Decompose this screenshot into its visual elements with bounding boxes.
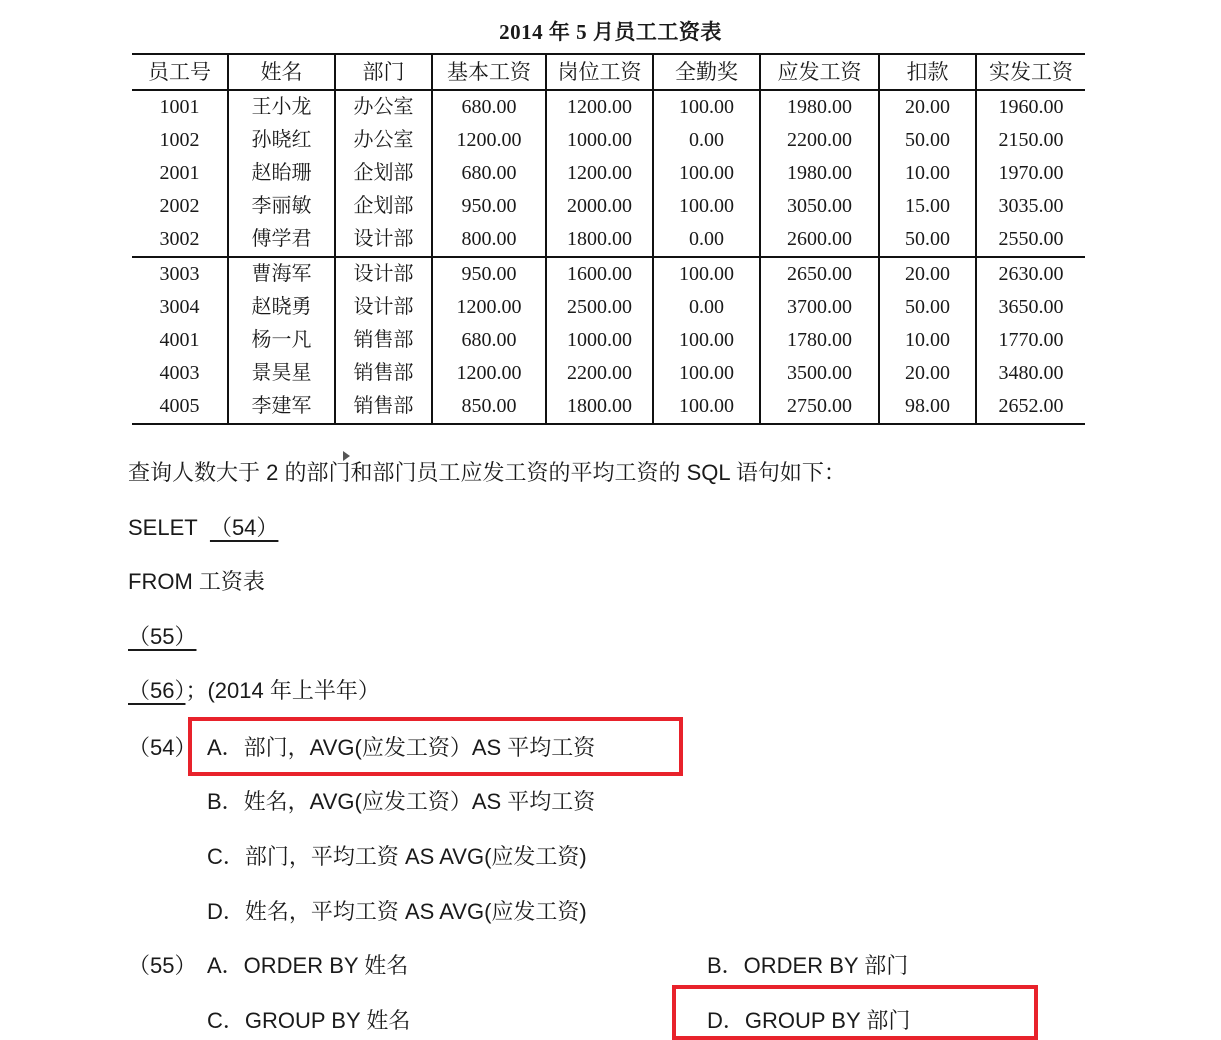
table-cell: 设计部 — [335, 291, 432, 324]
table-cell: 1980.00 — [760, 90, 879, 124]
q54-option-b: B．姓名，AVG(应发工资）AS 平均工资 — [207, 789, 596, 814]
table-cell: 1770.00 — [976, 324, 1085, 357]
table-cell: 3050.00 — [760, 190, 879, 223]
table-cell: 3003 — [159, 263, 200, 285]
table-cell: 销售部 — [335, 357, 432, 390]
table-cell: 50.00 — [879, 124, 976, 157]
table-cell: 1200.00 — [432, 291, 546, 324]
q54-number: （54） — [128, 735, 197, 760]
table-cell: 100.00 — [653, 357, 760, 390]
table-cell: 企划部 — [335, 157, 432, 190]
table-row — [132, 390, 1085, 424]
table-cell: 2001 — [159, 162, 200, 184]
table-cell: 1960.00 — [976, 90, 1085, 124]
salary-table — [132, 53, 1085, 425]
table-cell: 680.00 — [432, 157, 546, 190]
q55-number: （55） — [128, 953, 197, 978]
answer-highlight-55 — [672, 985, 1038, 1040]
q55-option-b: B．ORDER BY 部门 — [707, 953, 909, 978]
table-cell: 景昊星 — [228, 357, 335, 390]
table-cell: 10.00 — [879, 324, 976, 357]
table-row — [132, 291, 1085, 324]
table-cell: 50.00 — [879, 223, 976, 257]
table-cell: 680.00 — [432, 324, 546, 357]
table-cell: 98.00 — [879, 390, 976, 424]
table-row — [132, 190, 1085, 223]
table-title: 2014 年 5 月员工工资表 — [499, 20, 722, 44]
table-cell: 2750.00 — [760, 390, 879, 424]
table-cell: 100.00 — [653, 257, 760, 291]
table-cell: 企划部 — [335, 190, 432, 223]
sql-from-line: FROM 工资表 — [128, 569, 265, 594]
table-cell: 2200.00 — [546, 357, 653, 390]
table-row — [132, 124, 1085, 157]
table-cell: 设计部 — [335, 257, 432, 291]
table-cell: 3650.00 — [976, 291, 1085, 324]
table-cell: 950.00 — [432, 257, 546, 291]
table-cell: 3035.00 — [976, 190, 1085, 223]
table-cell: 3500.00 — [760, 357, 879, 390]
sql-line-55 — [128, 622, 196, 652]
table-cell: 1200.00 — [432, 124, 546, 157]
table-cell: 100.00 — [653, 90, 760, 124]
table-cell: 办公室 — [335, 124, 432, 157]
table-cell: 2500.00 — [546, 291, 653, 324]
q54-option-a: A．部门，AVG(应发工资）AS 平均工资 — [207, 735, 596, 760]
table-row — [132, 157, 1085, 190]
table-cell: 100.00 — [653, 157, 760, 190]
table-cell: 2650.00 — [760, 257, 879, 291]
sql-select-keyword: SELET — [128, 515, 198, 540]
header-cell: 全勤奖 — [653, 54, 760, 90]
table-cell: 2550.00 — [976, 223, 1085, 257]
table-header-row — [132, 54, 1085, 90]
table-cell: 15.00 — [879, 190, 976, 223]
table-cell: 傅学君 — [228, 223, 335, 257]
q54-option-d: D．姓名，平均工资 AS AVG(应发工资) — [207, 899, 587, 924]
table-cell: 2200.00 — [760, 124, 879, 157]
table-cell: 1800.00 — [546, 223, 653, 257]
blank-55: （55） — [128, 624, 197, 649]
table-cell: 10.00 — [879, 157, 976, 190]
table-cell: 设计部 — [335, 223, 432, 257]
table-cell: 20.00 — [879, 90, 976, 124]
table-cell: 1002 — [159, 129, 200, 151]
table-cell: 50.00 — [879, 291, 976, 324]
table-body — [132, 90, 1085, 424]
header-cell: 姓名 — [228, 54, 335, 90]
table-cell: 赵晓勇 — [228, 291, 335, 324]
blank-56: （56） — [128, 678, 186, 703]
table-cell: 杨一凡 — [228, 324, 335, 357]
header-cell: 实发工资 — [976, 54, 1085, 90]
table-cell: 王小龙 — [228, 90, 335, 124]
table-cell: 0.00 — [653, 223, 760, 257]
table-cell: 2000.00 — [546, 190, 653, 223]
header-cell: 应发工资 — [760, 54, 879, 90]
question-text: 查询人数大于 2 的部门和部门员工应发工资的平均工资的 SQL 语句如下： — [128, 460, 846, 485]
table-cell: 李丽敏 — [228, 190, 335, 223]
table-cell: 20.00 — [879, 257, 976, 291]
table-cell: 1200.00 — [432, 357, 546, 390]
header-cell: 基本工资 — [432, 54, 546, 90]
table-cell: 950.00 — [432, 190, 546, 223]
header-cell: 岗位工资 — [546, 54, 653, 90]
table-cell: 680.00 — [432, 90, 546, 124]
table-cell: 1970.00 — [976, 157, 1085, 190]
sql-line-56 — [128, 676, 380, 706]
header-cell: 部门 — [335, 54, 432, 90]
header-cell: 扣款 — [879, 54, 976, 90]
table-cell: 1980.00 — [760, 157, 879, 190]
sql-line-56-rest: ；(2014 年上半年） — [185, 678, 380, 703]
table-cell: 20.00 — [879, 357, 976, 390]
blank-54: （54） — [209, 515, 279, 540]
table-cell: 100.00 — [653, 190, 760, 223]
table-cell: 1200.00 — [546, 157, 653, 190]
q55-option-a: A．ORDER BY 姓名 — [207, 953, 409, 978]
q54-option-c: C．部门，平均工资 AS AVG(应发工资) — [207, 844, 587, 869]
table-cell: 3700.00 — [760, 291, 879, 324]
q55-option-d: D．GROUP BY 部门 — [707, 1008, 911, 1033]
table-cell: 李建军 — [228, 390, 335, 424]
table-cell: 2630.00 — [976, 257, 1085, 291]
table-cell: 1001 — [159, 96, 200, 118]
table-cell: 100.00 — [653, 390, 760, 424]
table-cell: 2652.00 — [976, 390, 1085, 424]
table-cell: 2002 — [159, 195, 200, 217]
table-cell: 800.00 — [432, 223, 546, 257]
sql-select-line — [128, 513, 278, 543]
table-cell: 4005 — [159, 395, 200, 417]
table-cell: 4003 — [159, 362, 200, 384]
table-cell: 1000.00 — [546, 324, 653, 357]
table-cell: 3004 — [159, 296, 200, 318]
table-cell: 850.00 — [432, 390, 546, 424]
table-cell: 4001 — [159, 329, 200, 351]
table-cell: 3002 — [159, 228, 200, 250]
table-row — [132, 324, 1085, 357]
table-cell: 1600.00 — [546, 257, 653, 291]
q55-option-c: C．GROUP BY 姓名 — [207, 1008, 411, 1033]
table-cell: 1780.00 — [760, 324, 879, 357]
table-row — [132, 90, 1085, 124]
table-cell: 办公室 — [335, 90, 432, 124]
table-cell: 100.00 — [653, 324, 760, 357]
table-row — [132, 257, 1085, 291]
table-cell: 2150.00 — [976, 124, 1085, 157]
answer-highlight-54 — [188, 717, 683, 776]
header-cell: 员工号 — [148, 59, 211, 84]
table-row — [132, 223, 1085, 257]
table-cell: 1000.00 — [546, 124, 653, 157]
table-cell: 1800.00 — [546, 390, 653, 424]
table-cell: 0.00 — [653, 291, 760, 324]
table-cell: 曹海军 — [228, 257, 335, 291]
table-cell: 孙晓红 — [228, 124, 335, 157]
table-cell: 销售部 — [335, 390, 432, 424]
table-cell: 1200.00 — [546, 90, 653, 124]
table-cell: 0.00 — [653, 124, 760, 157]
table-row — [132, 357, 1085, 390]
table-cell: 3480.00 — [976, 357, 1085, 390]
table-cell: 2600.00 — [760, 223, 879, 257]
table-cell: 赵眙珊 — [228, 157, 335, 190]
table-cell: 销售部 — [335, 324, 432, 357]
